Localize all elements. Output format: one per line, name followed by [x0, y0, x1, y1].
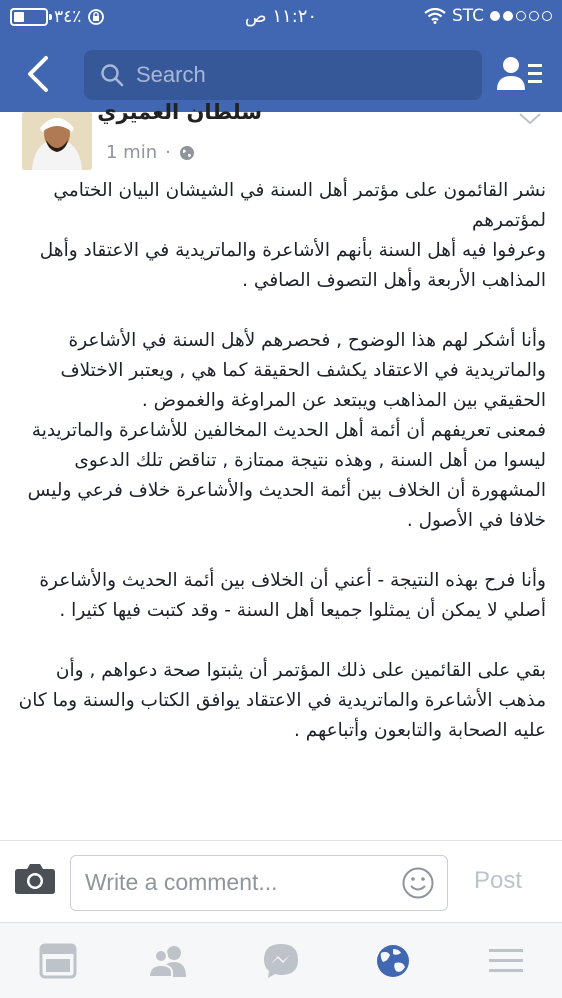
paragraph-spacer — [0, 536, 562, 566]
author-avatar[interactable] — [22, 112, 92, 170]
post-meta — [106, 142, 195, 163]
post-paragraph: بقي على القائمين على ذلك المؤتمر أن يثبتوا صحة دعواهم , وأن مذهب الأشاعرة والماتريدية في الاعتقاد يوافق الكتاب والسنة وما كان عليه الصحابة والتابعون وأتباعهم . — [18, 660, 546, 741]
post-paragraph: وعرفوا فيه أهل السنة بأنهم الأشاعرة والماتريدية في الاعتقاد وأهل المذاهب الأربعة وأهل التصوف الصافي . — [39, 240, 546, 291]
post-comment-button[interactable]: Post — [474, 867, 523, 894]
messenger-icon[interactable] — [259, 941, 303, 981]
globe-privacy-icon — [179, 145, 195, 161]
separator-dot: · — [165, 142, 171, 163]
bottom-tab-bar — [0, 922, 562, 998]
back-button[interactable] — [18, 52, 58, 96]
globe-icon[interactable] — [371, 941, 415, 981]
battery-percent: ٣٤٪ — [54, 7, 82, 27]
search-icon — [100, 63, 124, 87]
emoji-icon[interactable] — [401, 866, 435, 900]
camera-icon[interactable] — [14, 861, 56, 895]
signal-dot — [490, 11, 500, 21]
comment-bar — [0, 840, 562, 922]
network-status — [424, 6, 552, 26]
clock: ١١:٢٠ ص — [244, 6, 318, 27]
signal-strength-icon — [490, 11, 552, 21]
news-feed-icon[interactable] — [36, 941, 80, 981]
paragraph-spacer — [0, 626, 562, 656]
status-bar — [0, 0, 562, 36]
post-body — [0, 176, 562, 840]
paragraph-spacer — [0, 296, 562, 326]
friend-requests-button[interactable] — [494, 52, 548, 98]
post-paragraph: وأنا فرح بهذه النتيجة - أعني أن الخلاف بين أئمة الحديث والأشاعرة أصلي لا يمكن أن يمثلوا جميعا أهل السنة - وقد كتبت فيها كثيرا . — [39, 570, 546, 621]
post-author-name[interactable]: سلطان العميري — [97, 100, 262, 124]
signal-dot — [516, 11, 526, 21]
signal-dot — [529, 11, 539, 21]
friends-icon[interactable] — [146, 941, 190, 981]
top-header — [0, 0, 562, 112]
comment-input[interactable] — [70, 855, 448, 911]
wifi-icon — [424, 8, 446, 24]
carrier-name: STC — [451, 6, 484, 26]
post-paragraph: فمعنى تعريفهم أن أئمة أهل الحديث المخالفين للأشاعرة والماتريدية ليسوا من أهل السنة , وهذه نتيجة ممتازة , تناقض تلك الدعوى المشهورة أن الخلاف بين أئمة الحديث والأشاعرة خلاف فرعي وليس خلافا في الأصول . — [27, 420, 546, 531]
search-placeholder: Search — [136, 62, 206, 87]
post-timestamp[interactable]: 1 min — [106, 142, 158, 163]
post-options-chevron-icon[interactable] — [518, 112, 542, 126]
menu-icon[interactable] — [484, 941, 528, 981]
comment-placeholder: Write a comment... — [85, 869, 278, 895]
post-paragraph: وأنا أشكر لهم هذا الوضوح , فحصرهم لأهل السنة في الأشاعرة والماتريدية في الاعتقاد يكشف الحقيقة كما هي , ويعتبر الاختلاف الحقيقي بين المذاهب ويبتعد عن المراوغة والغموض . — [60, 330, 546, 411]
post-paragraph: نشر القائمون على مؤتمر أهل السنة في الشيشان البيان الختامي لمؤتمرهم — [53, 180, 546, 231]
post-header — [0, 100, 562, 176]
avatar-image — [22, 112, 92, 170]
signal-dot — [542, 11, 552, 21]
signal-dot — [503, 11, 513, 21]
search-input[interactable] — [84, 50, 482, 100]
